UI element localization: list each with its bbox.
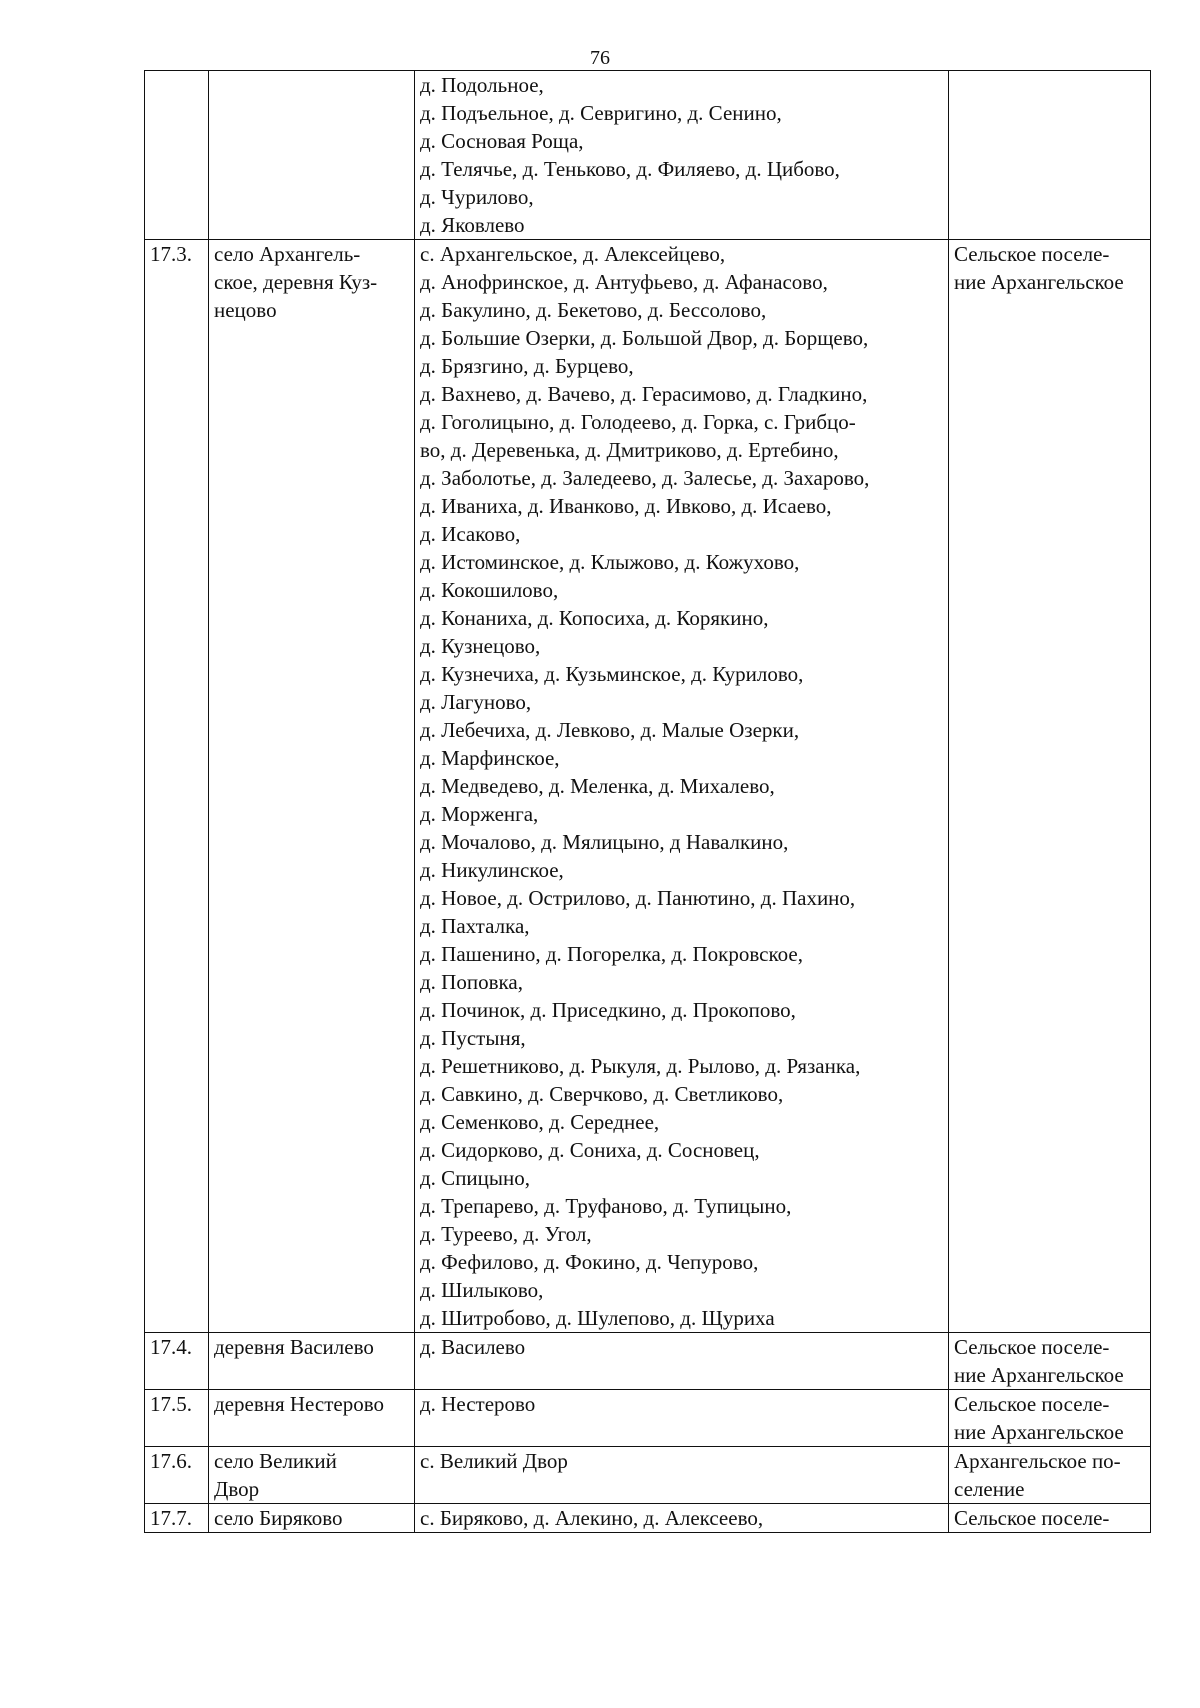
table-row xyxy=(145,1390,1151,1447)
settlement-name-line: ние Архангельское xyxy=(954,1363,1124,1387)
places-list-line: д. Бакулино, д. Бекетово, д. Бессолово, xyxy=(420,298,767,322)
places-list-line: д. Анофринское, д. Антуфьево, д. Афанасово, xyxy=(420,270,828,294)
locality-name xyxy=(209,71,415,240)
places-list-line: д. Морженга, xyxy=(420,802,539,826)
places-list-line: д. Шилыково, xyxy=(420,1278,544,1302)
settlement-name xyxy=(949,240,1151,1333)
places-list-line: д. Медведево, д. Меленка, д. Михалево, xyxy=(420,774,775,798)
row-number xyxy=(145,71,209,240)
places-list-line: с. Биряково, д. Алекино, д. Алексеево, xyxy=(420,1506,764,1530)
places-list-line: д. Яковлево xyxy=(420,213,525,237)
row-number: 17.7. xyxy=(145,1504,209,1533)
settlement-name-line: Сельское поселе- xyxy=(954,1335,1110,1359)
locality-name xyxy=(209,1504,415,1533)
places-list-line: д. Никулинское, xyxy=(420,858,564,882)
places-list-line: д. Подъельное, д. Севригино, д. Сенино, xyxy=(420,101,782,125)
table-row xyxy=(145,1447,1151,1504)
row-number: 17.6. xyxy=(145,1447,209,1504)
settlement-name xyxy=(949,1447,1151,1504)
places-list-line: д. Большие Озерки, д. Большой Двор, д. Борщево, xyxy=(420,326,869,350)
settlement-name xyxy=(949,1390,1151,1447)
places-list-line: д. Вахнево, д. Вачево, д. Герасимово, д. Гладкино, xyxy=(420,382,868,406)
places-list-line: д. Лагуново, xyxy=(420,690,532,714)
locality-name-line: нецово xyxy=(214,298,277,322)
places-list-line: д. Кузнецово, xyxy=(420,634,541,658)
places-list-line: д. Пустыня, xyxy=(420,1026,526,1050)
table-row xyxy=(145,71,1151,240)
table-body xyxy=(145,71,1151,1533)
places-list-line: д. Брязгино, д. Бурцево, xyxy=(420,354,634,378)
places-list-line: д. Семенково, д. Середнее, xyxy=(420,1110,660,1134)
places-list-line: д. Новое, д. Острилово, д. Панютино, д. Пахино, xyxy=(420,886,856,910)
locality-name-line: село Биряково xyxy=(214,1506,343,1530)
places-list xyxy=(415,1333,949,1390)
locality-name-line: село Архангель- xyxy=(214,242,361,266)
places-list-line: д. Кузнечиха, д. Кузьминское, д. Курилово, xyxy=(420,662,804,686)
page-number: 76 xyxy=(590,47,610,69)
places-list xyxy=(415,240,949,1333)
places-list-line: д. Сосновая Роща, xyxy=(420,129,584,153)
places-list-line: с. Архангельское, д. Алексейцево, xyxy=(420,242,726,266)
settlement-name-line: ние Архангельское xyxy=(954,270,1124,294)
places-list xyxy=(415,1504,949,1533)
places-list-line: д. Исаково, xyxy=(420,522,521,546)
settlement-name-line: Сельское поселе- xyxy=(954,242,1110,266)
row-number: 17.4. xyxy=(145,1333,209,1390)
places-list-line: д. Нестерово xyxy=(420,1392,536,1416)
places-list-line: д. Трепарево, д. Труфаново, д. Тупицыно, xyxy=(420,1194,792,1218)
places-list-line: д. Пашенино, д. Погорелка, д. Покровское, xyxy=(420,942,803,966)
settlement-name-line: Сельское поселе- xyxy=(954,1392,1110,1416)
places-list-line: д. Василево xyxy=(420,1335,526,1359)
places-list-line: д. Поповка, xyxy=(420,970,523,994)
places-list-line: д. Лебечиха, д. Левково, д. Малые Озерки, xyxy=(420,718,800,742)
places-list-line: д. Марфинское, xyxy=(420,746,560,770)
row-number: 17.3. xyxy=(145,240,209,1333)
places-list xyxy=(415,1390,949,1447)
settlement-name xyxy=(949,1333,1151,1390)
places-list-line: д. Кокошилово, xyxy=(420,578,559,602)
places-list-line: д. Починок, д. Приседкино, д. Прокопово, xyxy=(420,998,796,1022)
places-list-line: д. Телячье, д. Теньково, д. Филяево, д. Цибово, xyxy=(420,157,840,181)
places-list-line: д. Мочалово, д. Мялицыно, д Навалкино, xyxy=(420,830,789,854)
places-list-line: д. Решетниково, д. Рыкуля, д. Рылово, д. Рязанка, xyxy=(420,1054,861,1078)
locality-name xyxy=(209,1390,415,1447)
locality-name xyxy=(209,240,415,1333)
places-list-line: д. Савкино, д. Сверчково, д. Светликово, xyxy=(420,1082,784,1106)
table-row xyxy=(145,1504,1151,1533)
places-list-line: д. Истоминское, д. Клыжово, д. Кожухово, xyxy=(420,550,800,574)
settlement-name-line: Архангельское по- xyxy=(954,1449,1121,1473)
settlement-name xyxy=(949,71,1151,240)
locality-name-line: Двор xyxy=(214,1477,260,1501)
settlement-name-line: ние Архангельское xyxy=(954,1420,1124,1444)
locality-name-line: деревня Нестерово xyxy=(214,1392,384,1416)
places-list-line: д. Спицыно, xyxy=(420,1166,531,1190)
settlement-name-line: Сельское поселе- xyxy=(954,1506,1110,1530)
settlements-table xyxy=(144,70,1151,1533)
places-list-line: д. Иваниха, д. Иванково, д. Ивково, д. Исаево, xyxy=(420,494,832,518)
places-list-line: д. Заболотье, д. Заледеево, д. Залесье, д. Захарово, xyxy=(420,466,870,490)
places-list-line: во, д. Деревенька, д. Дмитриково, д. Ертебино, xyxy=(420,438,839,462)
places-list-line: д. Гоголицыно, д. Голодеево, д. Горка, с. Грибцо- xyxy=(420,410,856,434)
places-list-line: с. Великий Двор xyxy=(420,1449,568,1473)
places-list-line: д. Шитробово, д. Шулепово, д. Щуриха xyxy=(420,1306,775,1330)
places-list-line: д. Фефилово, д. Фокино, д. Чепурово, xyxy=(420,1250,759,1274)
locality-name xyxy=(209,1333,415,1390)
places-list-line: д. Конаниха, д. Копосиха, д. Корякино, xyxy=(420,606,769,630)
places-list-line: д. Подольное, xyxy=(420,73,544,97)
row-number: 17.5. xyxy=(145,1390,209,1447)
places-list xyxy=(415,1447,949,1504)
places-list-line: д. Туреево, д. Угол, xyxy=(420,1222,592,1246)
table-row xyxy=(145,240,1151,1333)
places-list-line: д. Пахталка, xyxy=(420,914,530,938)
settlement-name xyxy=(949,1504,1151,1533)
places-list xyxy=(415,71,949,240)
table-row xyxy=(145,1333,1151,1390)
locality-name-line: деревня Василево xyxy=(214,1335,374,1359)
places-list-line: д. Сидорково, д. Сониха, д. Сосновец, xyxy=(420,1138,760,1162)
locality-name-line: ское, деревня Куз- xyxy=(214,270,378,294)
settlement-name-line: селение xyxy=(954,1477,1025,1501)
places-list-line: д. Чурилово, xyxy=(420,185,534,209)
locality-name-line: село Великий xyxy=(214,1449,337,1473)
locality-name xyxy=(209,1447,415,1504)
